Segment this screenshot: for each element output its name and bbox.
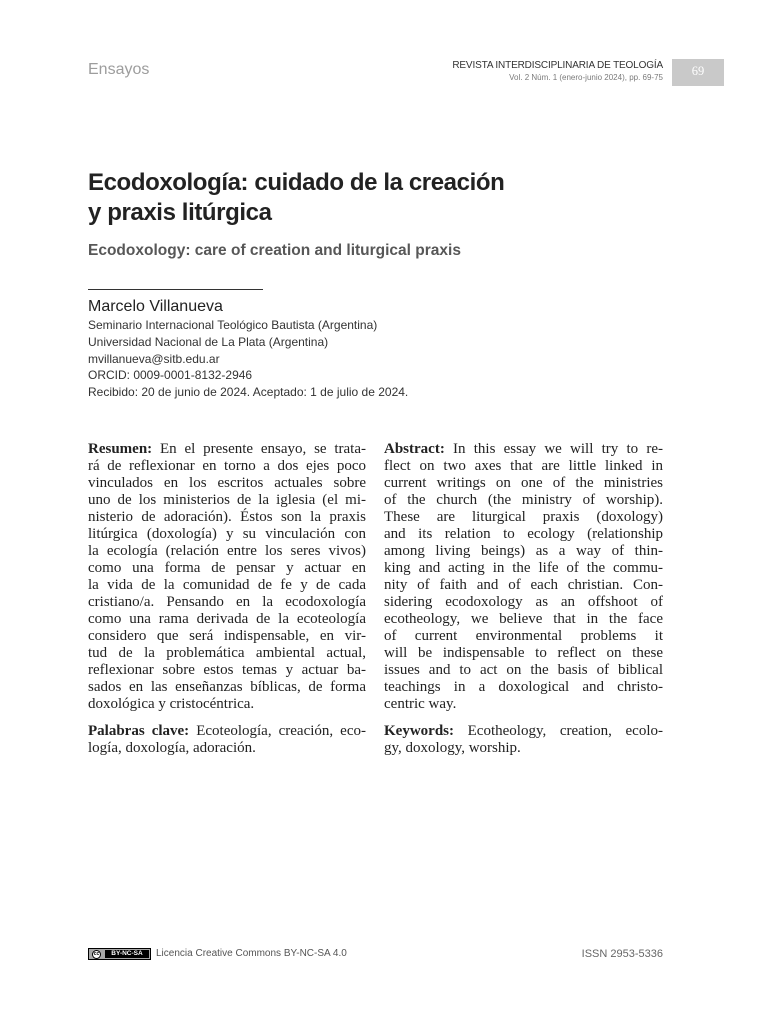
keywords-en-line [384,723,663,740]
abstract-es-line: como una forma de pensar y actuar en [88,560,366,576]
abstract-en-line: These are liturgical praxis (doxology) [384,509,663,525]
abstract-es [88,441,366,713]
abstract-es-line: la ecología (relación entre los seres vivos) [88,543,366,559]
keywords-es-line: logía, doxología, adoración. [88,740,256,756]
abstract-es-line: sados en las enseñanzas bíblicas, de forma [88,679,366,695]
abstract-es-line: vinculados en los escritos actuales sobre [88,475,366,491]
journal-name: REVISTA INTERDISCIPLINARIA DE TEOLOGÍA [452,60,663,71]
abstract-es-line: reflexionar sobre estos temas y actuar ba- [88,662,366,678]
abstract-es-line: uno de los ministerios de la iglesia (el mi- [88,492,366,508]
affiliation: Seminario Internacional Teológico Bautista (Argentina) [88,318,378,332]
abstract-en-line: current writings on one of the ministries [384,475,663,491]
keywords-en-text: Ecotheology, creation, ecolo- [467,723,663,739]
abstract-es-line: litúrgica (doxología) y su vinculación con [88,526,366,542]
article-subtitle: Ecodoxology: care of creation and liturgical praxis [88,242,461,259]
abstract-en-label: Abstract: [384,441,445,457]
keywords-es-label: Palabras clave: [88,723,190,739]
abstract-en-line: teachings in a doxological and christo- [384,679,663,695]
abstract-en-line: ecotheology, we believe that in the face [384,611,663,627]
keywords-es-text: Ecoteología, creación, eco- [196,723,366,739]
issue-info: Vol. 2 Núm. 1 (enero-junio 2024), pp. 69-75 [509,73,663,82]
abstract-en-line: sidering ecodoxology as an offshoot of [384,594,663,610]
abstract-en [384,441,663,713]
abstract-es-line: cristiano/a. Pensando en la ecodoxología [88,594,366,610]
page-number: 69 [672,59,724,86]
author-divider [88,289,263,290]
cc-license-badge [88,948,151,960]
issn: ISSN 2953-5336 [581,948,663,960]
keywords-es [88,723,366,757]
keywords-en-label: Keywords: [384,723,454,739]
abstract-en-text: In this essay we will try to re- [453,441,663,457]
keywords-en [384,723,663,757]
keywords-es-line [88,723,366,740]
license-text[interactable]: Licencia Creative Commons BY-NC-SA 4.0 [156,948,347,959]
abstract-en-line [384,441,663,458]
article-title [88,168,504,228]
abstract-es-line: nisterio de adoración). Éstos son la praxis [88,509,366,525]
abstract-en-line: among living beings) as a way of thin- [384,543,663,559]
abstract-es-line: tud de la problemática ambiental actual, [88,645,366,661]
abstract-en-line: flect on two axes that are little linked in [384,458,663,474]
abstract-es-line: doxológica y cristocéntrica. [88,696,255,712]
abstract-es-text: En el presente ensayo, se trata- [159,441,367,457]
author-email[interactable]: mvillanueva@sitb.edu.ar [88,351,220,366]
abstract-en-line: of the church (the ministry of worship). [384,492,663,508]
abstract-es-line [88,441,366,458]
abstract-en-line: of current environmental problems it [384,628,663,644]
article-title-line: Ecodoxología: cuidado de la creación [88,169,505,196]
cc-logo-icon: cc [93,950,100,957]
submission-dates: Recibido: 20 de junio de 2024. Aceptado: 1 de julio de 2024. [88,385,409,399]
abstract-en-line: will be indispensable to reflect on these [384,645,663,661]
abstract-es-label: Resumen: [88,441,153,457]
abstract-es-line: considero que será indispensable, en vir- [88,628,366,644]
abstract-es-line: como una rama derivada de la ecoteología [88,611,366,627]
author-orcid: ORCID: 0009-0001-8132-2946 [88,368,253,383]
keywords-en-line: gy, doxology, worship. [384,740,521,756]
section-label: Ensayos [88,61,150,78]
abstract-en-line: and its relation to ecology (relationship [384,526,663,542]
abstract-en-line: king and acting in the life of the commu- [384,560,663,576]
abstract-english-column [384,441,663,757]
abstract-en-line: centric way. [384,696,457,712]
abstract-en-line: issues and to act on the basis of biblical [384,662,663,678]
cc-badge-terms: BY-NC-SA [105,950,149,958]
affiliation: Universidad Nacional de La Plata (Argentina) [88,334,329,349]
abstract-en-line: nity of faith and of each christian. Con- [384,577,663,593]
author-metadata [88,317,408,401]
article-title-line: y praxis litúrgica [88,199,272,226]
abstract-es-line: rá de reflexionar en torno a dos ejes poco [88,458,366,474]
abstract-es-line: la vida de la comunidad de fe y de cada [88,577,366,593]
author-name: Marcelo Villanueva [88,298,223,315]
abstract-spanish-column [88,441,366,757]
